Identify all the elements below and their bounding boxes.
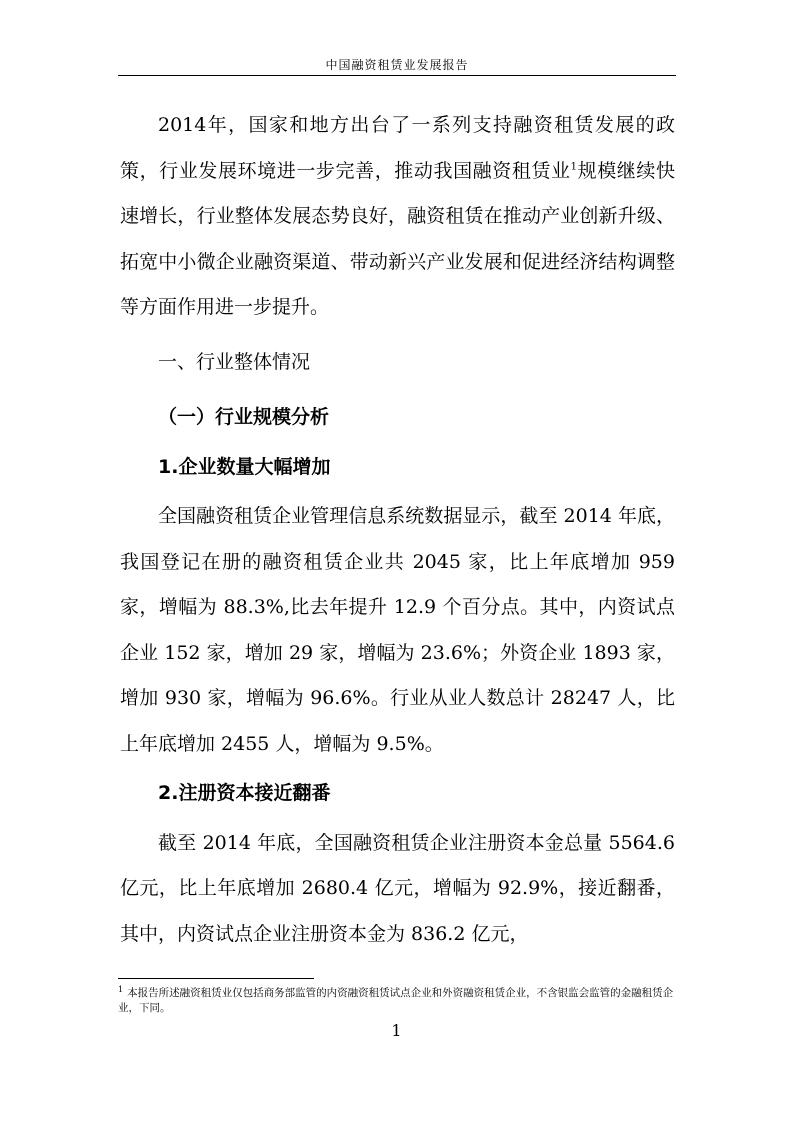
header-divider <box>118 75 676 76</box>
section-heading-industry-overview: 一、行业整体情况 <box>158 350 311 373</box>
intro-text-before-note: 2014年，国家和地方出台了一系列支持融资租赁发展的政策，行业发展环境进一步完善，推动我国融资租赁业 <box>120 114 675 182</box>
page-header: 中国融资租赁业发展报告 <box>325 58 469 72</box>
footnote-divider <box>118 978 314 979</box>
footnote-text: 本报告所述融资租赁业仅包括商务部监管的内资融资租赁试点企业和外资融资租赁企业，不含银监会监管的金融租赁企业，下同。 <box>118 987 674 1014</box>
intro-paragraph <box>120 103 675 331</box>
intro-text-after-note: 规模继续快速增长，行业整体发展态势良好，融资租赁在推动产业创新升级、拓宽中小微企业融资渠道、带动新兴产业发展和促进经济结构调整等方面作用进一步提升。 <box>120 159 675 318</box>
report-body <box>120 103 675 957</box>
footnote <box>118 986 676 1016</box>
item-heading-registered-capital: 2.注册资本接近翻番 <box>158 782 331 804</box>
page-number: 1 <box>391 1021 402 1040</box>
item-heading-enterprise-count: 1.企业数量大幅增加 <box>158 455 331 478</box>
subsection-heading-scale-analysis: （一）行业规模分析 <box>158 406 330 428</box>
footnote-mark: 1 <box>118 984 124 994</box>
enterprise-count-paragraph: 全国融资租赁企业管理信息系统数据显示，截至 2014 年底，我国登记在册的融资租赁企业共 2045 家，比上年底增加 959 家，增幅为 88.3%,比去年提升 12.9 个百分点。其中，内资试点企业 152 家，增加 29 家，增幅为 23.6%；外资企业 1893 家，增加 930 家，增幅为 96.6%。行业从业人数总计 28247 人，比上年底增加 2455 人，增幅为 9.5%。 <box>120 505 675 755</box>
footnote-reference[interactable]: 1 <box>570 161 578 173</box>
registered-capital-paragraph: 截至 2014 年底，全国融资租赁企业注册资本金总量 5564.6 亿元，比上年底增加 2680.4 亿元，增幅为 92.9%，接近翻番，其中，内资试点企业注册资本金为 836.2 亿元， <box>120 831 675 945</box>
